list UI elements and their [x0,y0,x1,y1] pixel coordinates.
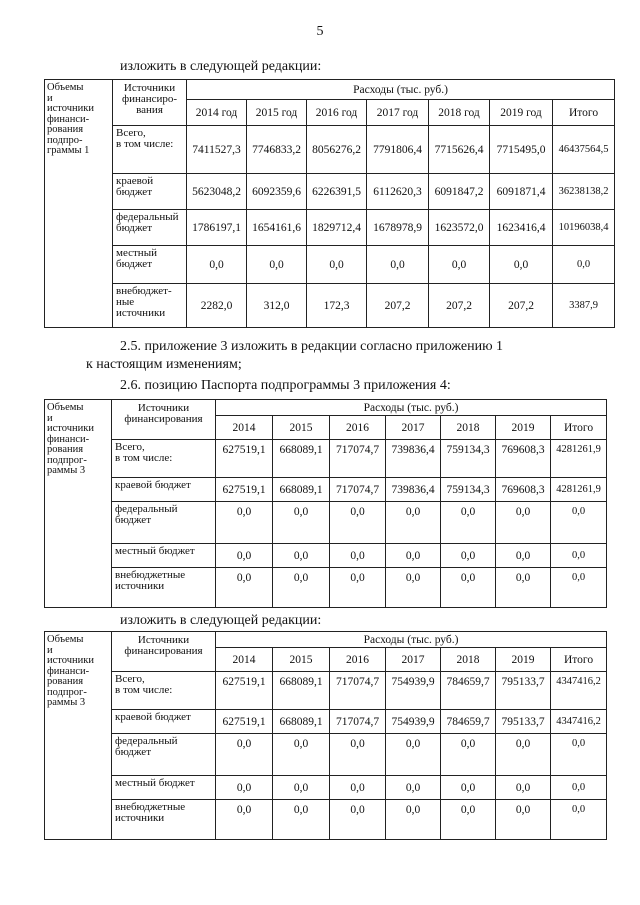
source-name-cell [112,734,216,776]
value-cell: 7411527,3 [187,126,247,174]
value-cell: 668089,1 [273,440,330,478]
total-value-cell: 3387,9 [553,284,615,328]
source-name-line: источники [115,580,165,592]
volume-label-line: рования [47,444,84,455]
value-cell: 1623572,0 [429,210,490,246]
source-header-cell [112,632,216,672]
value-cell: 0,0 [273,502,330,544]
table-row [45,210,615,246]
source-name-line: федеральный [116,211,179,223]
expense-caption: Расходы (тыс. руб.) [187,80,615,100]
value-cell: 0,0 [441,544,496,568]
value-cell: 0,0 [330,502,386,544]
year-header-cell: 2019 [496,416,551,440]
source-header-line: Источники [137,402,190,414]
table-row [45,478,607,502]
source-name-line: краевой [116,175,154,187]
value-cell: 769608,3 [496,478,551,502]
value-cell: 668089,1 [273,672,330,710]
total-value-cell: 0,0 [551,544,607,568]
volume-label-line: и [47,92,53,104]
source-name-cell [112,568,216,608]
value-cell: 0,0 [496,800,551,840]
value-cell: 0,0 [330,568,386,608]
total-value-cell: 10196038,4 [553,210,615,246]
value-cell: 0,0 [496,502,551,544]
table-row [45,734,607,776]
source-header-cell [112,400,216,440]
source-name-line: источники [115,812,165,824]
value-cell: 784659,7 [441,672,496,710]
table-row [45,126,615,174]
value-cell: 2282,0 [187,284,247,328]
value-cell: 0,0 [273,776,330,800]
volume-label-line: и [47,644,53,656]
value-cell: 0,0 [187,246,247,284]
value-cell: 759134,3 [441,440,496,478]
source-name-line: Всего, [116,127,146,139]
value-cell: 6226391,5 [307,174,367,210]
volume-label-line: раммы 3 [47,465,86,476]
total-value-cell: 4347416,2 [551,672,607,710]
source-name-line: местный бюджет [115,545,195,557]
source-name-line: бюджет [115,514,151,526]
source-name-cell [112,478,216,502]
table-row [45,284,615,328]
value-cell: 717074,7 [330,440,386,478]
value-cell: 627519,1 [216,672,273,710]
total-value-cell: 0,0 [551,734,607,776]
source-name-line: краевой бюджет [115,479,191,491]
value-cell: 0,0 [429,246,490,284]
total-value-cell: 46437564,5 [553,126,615,174]
value-cell: 312,0 [247,284,307,328]
table-row [45,568,607,608]
volume-label-line: источники [47,423,94,434]
value-cell: 0,0 [441,568,496,608]
value-cell: 0,0 [386,734,441,776]
year-header-cell: Итого [551,648,607,672]
value-cell: 769608,3 [496,440,551,478]
paragraph-edit-intro-2: изложить в следующей редакции: [120,613,322,628]
source-name-line: ные [116,296,135,308]
value-cell: 739836,4 [386,478,441,502]
value-cell: 6112620,3 [367,174,429,210]
value-cell: 0,0 [216,776,273,800]
value-cell: 0,0 [216,544,273,568]
volume-label-line: финанси- [47,665,90,677]
source-name-line: Всего, [115,441,145,453]
total-value-cell: 4281261,9 [551,478,607,502]
source-name-cell [112,800,216,840]
value-cell: 0,0 [496,776,551,800]
year-header-cell: 2017 [386,416,441,440]
value-cell: 0,0 [441,776,496,800]
table-row [45,672,607,710]
source-name-line: источники [116,307,166,319]
value-cell: 754939,9 [386,710,441,734]
source-name-cell [113,174,187,210]
volume-label-line: финанси- [47,113,90,125]
source-name-line: бюджет [116,258,152,270]
value-cell: 0,0 [273,544,330,568]
financing-table-subprogram-1 [44,79,615,328]
table-row [45,174,615,210]
value-cell: 0,0 [386,544,441,568]
value-cell: 1786197,1 [187,210,247,246]
value-cell: 207,2 [429,284,490,328]
value-cell: 0,0 [330,734,386,776]
year-header-cell: 2014 год [187,100,247,126]
year-header-cell: 2019 [496,648,551,672]
value-cell: 5623048,2 [187,174,247,210]
source-name-line: внебюджетные [115,569,186,581]
source-name-line: бюджет [116,186,152,198]
expense-caption: Расходы (тыс. руб.) [216,400,607,416]
total-value-cell: 0,0 [551,568,607,608]
year-header-cell: 2015 [273,648,330,672]
value-cell: 0,0 [330,544,386,568]
source-name-cell [113,284,187,328]
value-cell: 784659,7 [441,710,496,734]
source-name-line: Всего, [115,673,145,685]
source-name-line: федеральный [115,503,178,515]
year-header-cell: 2018 [441,648,496,672]
source-header-line: Источники [137,634,190,646]
total-value-cell: 36238138,2 [553,174,615,210]
table-row [45,502,607,544]
year-header-cell: 2015 год [247,100,307,126]
source-name-cell [113,210,187,246]
value-cell: 759134,3 [441,478,496,502]
source-name-line: в том числе: [115,452,173,464]
expense-caption: Расходы (тыс. руб.) [216,632,607,648]
source-name-line: местный бюджет [115,777,195,789]
value-cell: 0,0 [386,502,441,544]
value-cell: 0,0 [216,502,273,544]
year-header-cell: 2016 год [307,100,367,126]
value-cell: 717074,7 [330,672,386,710]
value-cell: 0,0 [330,800,386,840]
value-cell: 207,2 [367,284,429,328]
value-cell: 0,0 [386,776,441,800]
paragraph-edit-intro-1: изложить в следующей редакции: [120,59,322,74]
value-cell: 0,0 [496,568,551,608]
source-header-line: вания [136,104,163,116]
volume-label-line: подпрог- [47,454,87,466]
paragraph-item-2-5-line-2: к настоящим изменениям; [86,357,242,372]
source-name-line: бюджет [116,222,152,234]
paragraph-item-2-5-line-1: 2.5. приложение 3 изложить в редакции согласно приложению 1 [120,339,504,354]
value-cell: 0,0 [386,568,441,608]
value-cell: 668089,1 [273,710,330,734]
year-header-cell: Итого [551,416,607,440]
value-cell: 1829712,4 [307,210,367,246]
value-cell: 207,2 [490,284,553,328]
value-cell: 6091847,2 [429,174,490,210]
source-name-cell [112,710,216,734]
volume-label-line: подпрог- [47,686,87,698]
table-row [45,544,607,568]
source-name-cell [112,776,216,800]
year-header-cell: 2018 год [429,100,490,126]
value-cell: 1623416,4 [490,210,553,246]
value-cell: 0,0 [273,568,330,608]
volume-label-line: рования [47,124,84,135]
source-name-cell [112,502,216,544]
total-value-cell: 4281261,9 [551,440,607,478]
year-header-cell: 2016 [330,416,386,440]
year-header-cell: 2017 [386,648,441,672]
source-name-line: в том числе: [116,138,174,150]
value-cell: 0,0 [367,246,429,284]
source-name-line: краевой бюджет [115,711,191,723]
value-cell: 7715495,0 [490,126,553,174]
value-cell: 0,0 [273,734,330,776]
value-cell: 627519,1 [216,478,273,502]
source-name-line: федеральный [115,735,178,747]
source-header-line: финансирования [124,413,203,425]
year-header-cell: 2014 [216,416,273,440]
source-name-cell [112,440,216,478]
value-cell: 7715626,4 [429,126,490,174]
total-value-cell: 0,0 [551,776,607,800]
value-cell: 795133,7 [496,710,551,734]
value-cell: 1678978,9 [367,210,429,246]
value-cell: 0,0 [216,800,273,840]
source-name-cell [112,544,216,568]
volume-label-cell [45,632,112,840]
total-value-cell: 4347416,2 [551,710,607,734]
source-header-line: финансиро- [121,93,178,105]
page-number: 5 [316,24,324,39]
volume-label-line: подпро- [47,134,83,146]
value-cell: 0,0 [441,800,496,840]
table-row [45,800,607,840]
table-row [45,776,607,800]
value-cell: 0,0 [273,800,330,840]
value-cell: 0,0 [247,246,307,284]
value-cell: 7746833,2 [247,126,307,174]
volume-label-line: граммы 1 [47,145,90,156]
source-name-line: внебюджет- [116,285,172,297]
value-cell: 0,0 [441,502,496,544]
year-header-cell: Итого [553,100,615,126]
volume-label-cell [45,80,113,328]
value-cell: 717074,7 [330,478,386,502]
table-row [45,246,615,284]
volume-label-line: источники [47,103,94,114]
value-cell: 0,0 [490,246,553,284]
total-value-cell: 0,0 [551,800,607,840]
financing-table-subprogram-3-new [44,631,607,840]
source-header-cell [113,80,187,126]
source-name-line: внебюджетные [115,801,186,813]
value-cell: 6092359,6 [247,174,307,210]
source-header-line: финансирования [124,645,203,657]
value-cell: 668089,1 [273,478,330,502]
volume-label-cell [45,400,112,608]
volume-label-line: и [47,412,53,424]
value-cell: 0,0 [441,734,496,776]
source-name-cell [113,126,187,174]
volume-label-line: источники [47,655,94,666]
value-cell: 0,0 [496,544,551,568]
value-cell: 795133,7 [496,672,551,710]
volume-label-line: раммы 3 [47,697,86,708]
volume-label-line: Объемы [47,402,84,413]
value-cell: 627519,1 [216,710,273,734]
value-cell: 172,3 [307,284,367,328]
year-header-cell: 2016 [330,648,386,672]
value-cell: 0,0 [386,800,441,840]
value-cell: 6091871,4 [490,174,553,210]
paragraph-item-2-6: 2.6. позицию Паспорта подпрограммы 3 приложения 4: [120,378,451,393]
total-value-cell: 0,0 [553,246,615,284]
year-header-cell: 2015 [273,416,330,440]
value-cell: 0,0 [496,734,551,776]
value-cell: 1654161,6 [247,210,307,246]
volume-label-line: Объемы [47,634,84,645]
volume-label-line: рования [47,676,84,687]
value-cell: 0,0 [307,246,367,284]
value-cell: 739836,4 [386,440,441,478]
value-cell: 0,0 [216,568,273,608]
source-name-line: в том числе: [115,684,173,696]
value-cell: 0,0 [216,734,273,776]
volume-label-line: Объемы [47,82,84,93]
source-header-line: Источники [123,82,176,94]
volume-label-line: финанси- [47,433,90,445]
value-cell: 8056276,2 [307,126,367,174]
value-cell: 7791806,4 [367,126,429,174]
table-row [45,440,607,478]
table-row [45,710,607,734]
year-header-cell: 2019 год [490,100,553,126]
source-name-cell [113,246,187,284]
financing-table-subprogram-3-current [44,399,607,608]
value-cell: 717074,7 [330,710,386,734]
value-cell: 754939,9 [386,672,441,710]
source-name-line: бюджет [115,746,151,758]
source-name-line: местный [116,247,157,259]
source-name-cell [112,672,216,710]
year-header-cell: 2014 [216,648,273,672]
year-header-cell: 2018 [441,416,496,440]
value-cell: 627519,1 [216,440,273,478]
total-value-cell: 0,0 [551,502,607,544]
year-header-cell: 2017 год [367,100,429,126]
value-cell: 0,0 [330,776,386,800]
